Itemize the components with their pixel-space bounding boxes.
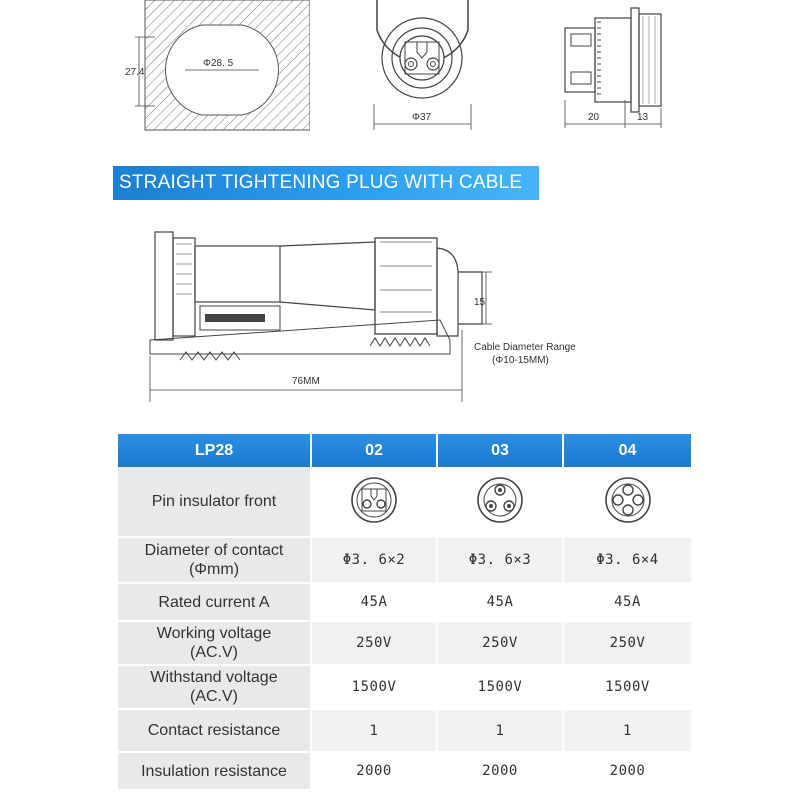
cable-range-value: (Φ10-15MM) xyxy=(492,355,549,366)
cell-03: 250V xyxy=(438,622,562,666)
table-row xyxy=(118,584,691,622)
spec-table xyxy=(116,434,693,791)
cutout-diameter-dim: Φ28. 5 xyxy=(203,58,234,69)
table-row xyxy=(118,467,691,538)
cell-03: 45A xyxy=(438,584,562,622)
pin-diagram-4 xyxy=(564,467,691,538)
table-row xyxy=(118,666,691,710)
cell-04: 1500V xyxy=(564,666,691,710)
pin-diagram-2 xyxy=(312,467,436,538)
front-view-drawing xyxy=(365,0,480,135)
side-right-dim: 13 xyxy=(637,112,649,123)
cell-03: 1500V xyxy=(438,666,562,710)
cell-04: 45A xyxy=(564,584,691,622)
row-label: Rated current A xyxy=(118,584,310,622)
row-label: Pin insulator front xyxy=(118,467,310,538)
cell-04: Φ3. 6×4 xyxy=(564,538,691,584)
row-label: Diameter of contact (Φmm) xyxy=(118,538,310,584)
row-label: Insulation resistance xyxy=(118,753,310,791)
plug-height-dim: 15 xyxy=(474,297,486,308)
table-row xyxy=(118,622,691,666)
cell-03: Φ3. 6×3 xyxy=(438,538,562,584)
cell-04: 1 xyxy=(564,710,691,753)
cell-03: 1 xyxy=(438,710,562,753)
cell-02: Φ3. 6×2 xyxy=(312,538,436,584)
cell-02: 45A xyxy=(312,584,436,622)
table-header-row xyxy=(118,434,691,467)
table-row xyxy=(118,710,691,753)
side-left-dim: 20 xyxy=(588,112,600,123)
row-label: Withstand voltage (AC.V) xyxy=(118,666,310,710)
cell-02: 1500V xyxy=(312,666,436,710)
cell-04: 250V xyxy=(564,622,691,666)
cable-range-label: Cable Diameter Range xyxy=(474,342,576,353)
pin-diagram-3 xyxy=(438,467,562,538)
cell-02: 250V xyxy=(312,622,436,666)
header-04: 04 xyxy=(564,434,691,467)
header-03: 03 xyxy=(438,434,562,467)
side-view-drawing xyxy=(555,0,670,135)
front-diameter-dim: Φ37 xyxy=(412,112,432,123)
panel-cutout-drawing xyxy=(125,0,310,145)
row-label: Working voltage (AC.V) xyxy=(118,622,310,666)
header-model: LP28 xyxy=(118,434,310,467)
plug-length-dim: 76MM xyxy=(292,376,320,387)
table-row xyxy=(118,538,691,584)
cutout-height-dim: 27.4 xyxy=(125,67,145,78)
header-02: 02 xyxy=(312,434,436,467)
cell-02: 2000 xyxy=(312,753,436,791)
section-banner: STRAIGHT TIGHTENING PLUG WITH CABLE xyxy=(113,166,539,200)
cell-04: 2000 xyxy=(564,753,691,791)
plug-side-drawing xyxy=(140,220,610,405)
row-label: Contact resistance xyxy=(118,710,310,753)
cell-03: 2000 xyxy=(438,753,562,791)
table-row xyxy=(118,753,691,791)
cell-02: 1 xyxy=(312,710,436,753)
